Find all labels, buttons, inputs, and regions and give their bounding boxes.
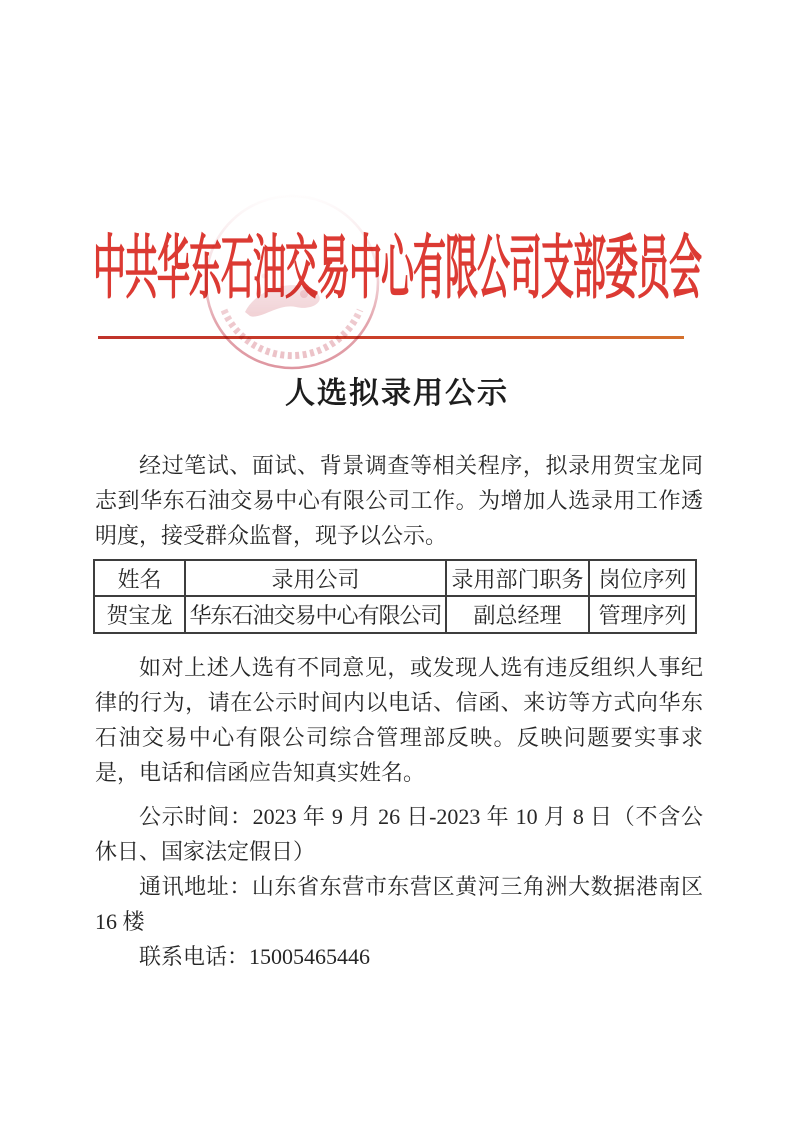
candidate-table [93, 559, 697, 634]
cell-company: 华东石油交易中心有限公司 [185, 596, 446, 633]
objection-paragraph: 如对上述人选有不同意见，或发现人选有违反组织人事纪律的行为，请在公示时间内以电话、信函、来访等方式向华东石油交易中心有限公司综合管理部反映。反映问题要实事求是，电话和信函应告知真实姓名。 [95, 655, 703, 785]
cell-position: 副总经理 [446, 596, 589, 633]
cell-series: 管理序列 [589, 596, 696, 633]
contact-block [95, 799, 703, 974]
table-row [94, 596, 696, 633]
doc-title: 人选拟录用公示 [285, 377, 509, 410]
col-header-company: 录用公司 [185, 560, 446, 596]
col-header-name: 姓名 [94, 560, 185, 596]
col-header-position: 录用部门职务 [446, 560, 589, 596]
table-header-row [94, 560, 696, 596]
col-header-series: 岗位序列 [589, 560, 696, 596]
red-divider-line [98, 336, 684, 339]
publicity-period: 公示时间：2023 年 9 月 26 日-2023 年 10 月 8 日（不含公休日、国家法定假日） [95, 804, 703, 864]
mailing-address: 通讯地址：山东省东营市东营区黄河三角洲大数据港南区 16 楼 [95, 874, 703, 934]
contact-phone: 联系电话：15005465446 [139, 944, 371, 969]
intro-paragraph: 经过笔试、面试、背景调查等相关程序，拟录用贺宝龙同志到华东石油交易中心有限公司工作。为增加人选录用工作透明度，接受群众监督，现予以公示。 [95, 453, 703, 548]
cell-name: 贺宝龙 [94, 596, 185, 633]
org-title: 中共华东石油交易中心有限公司支部委员会 [93, 232, 701, 309]
